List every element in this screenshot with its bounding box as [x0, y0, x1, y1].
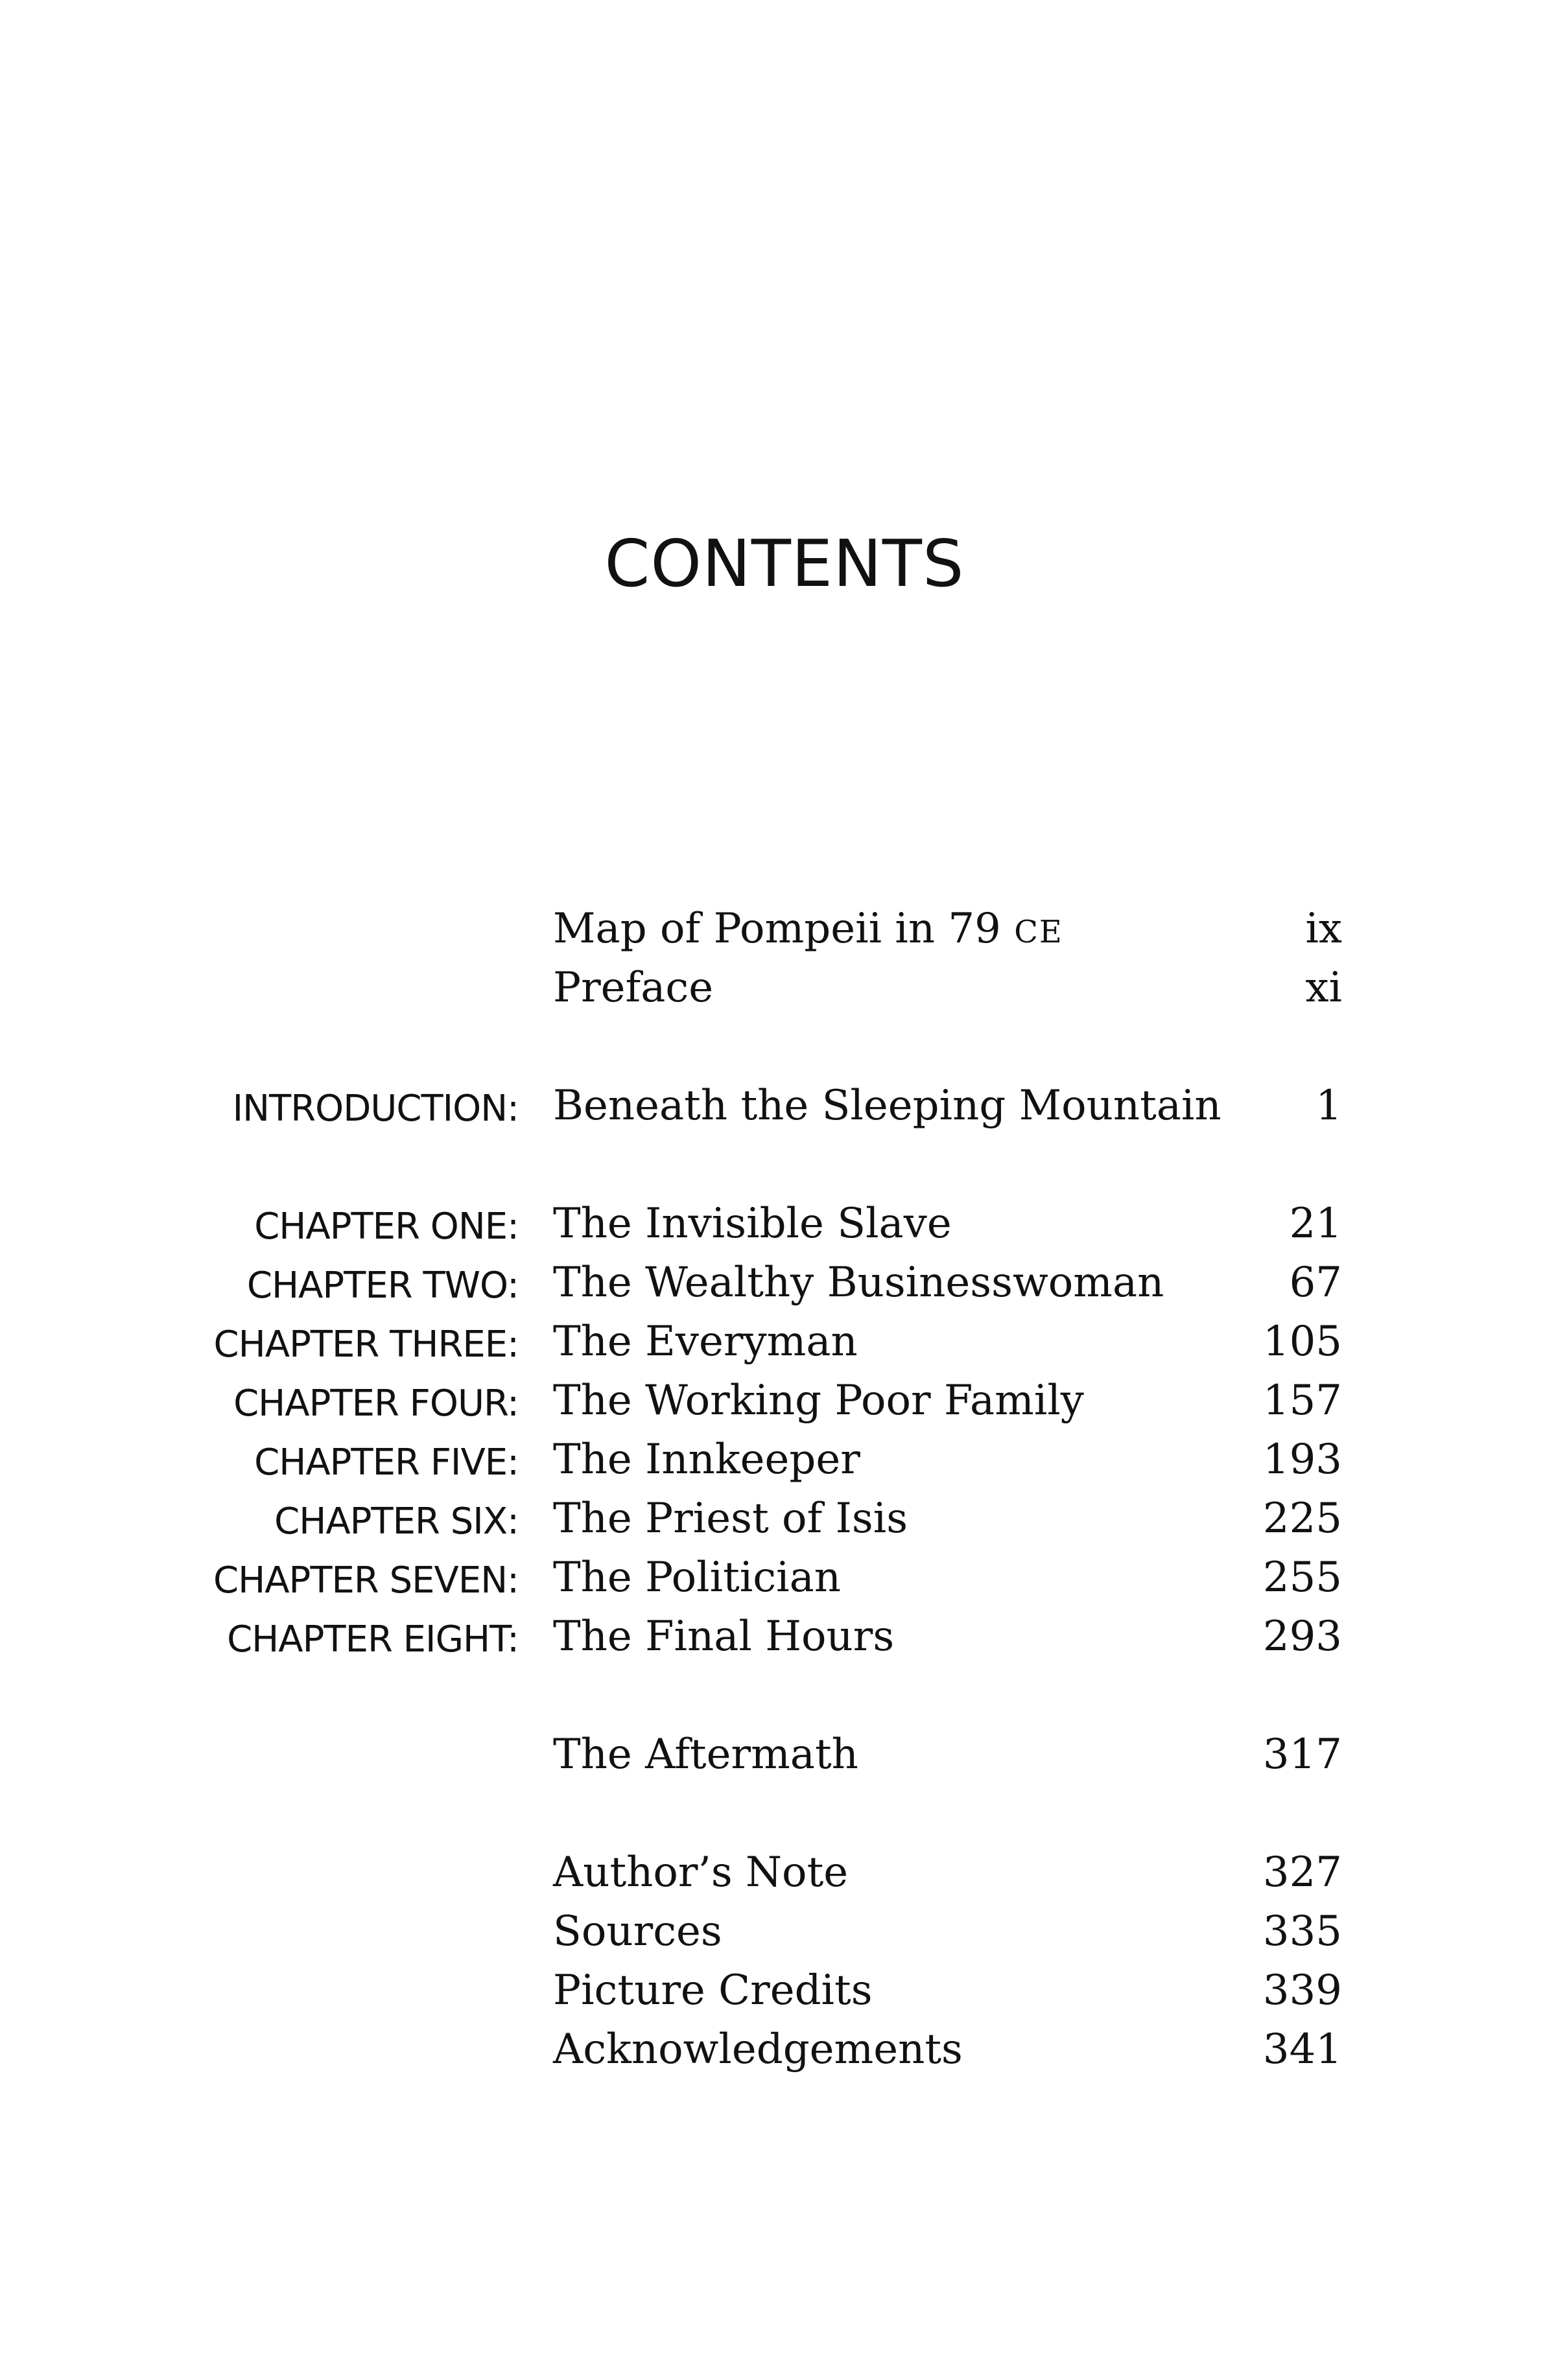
toc-entry-title: The Innkeeper — [553, 1436, 860, 1484]
toc-entry-picture-credits — [0, 1958, 1556, 2023]
toc-entry-page: 1 — [1315, 1082, 1342, 1130]
toc-entry-page: 293 — [1262, 1613, 1342, 1661]
toc-entry-title: Sources — [553, 1908, 722, 1955]
toc-entry-label: CHAPTER SEVEN: — [213, 1559, 519, 1602]
toc-entry-title: The Everyman — [553, 1318, 858, 1366]
toc-entry-page: 105 — [1262, 1318, 1342, 1366]
toc-entry-chapter-seven — [0, 1545, 1556, 1610]
toc-entry-label: CHAPTER ONE: — [254, 1206, 519, 1248]
toc-entry-acknowledgements — [0, 2017, 1556, 2082]
toc-entry-page: 255 — [1262, 1554, 1342, 1602]
toc-entry-page: 327 — [1262, 1849, 1342, 1896]
toc-entry-chapter-four — [0, 1368, 1556, 1433]
toc-entry-chapter-one — [0, 1191, 1556, 1256]
toc-entry-title: The Final Hours — [553, 1613, 895, 1661]
toc-entry-page: 339 — [1262, 1966, 1342, 2014]
toc-entry-page: 317 — [1262, 1731, 1342, 1779]
toc-entry-page: 21 — [1289, 1200, 1342, 1248]
toc-entry-label: CHAPTER TWO: — [246, 1265, 519, 1307]
toc-entry-page: xi — [1305, 964, 1342, 1012]
toc-entry-label: INTRODUCTION: — [232, 1088, 519, 1130]
toc-entry-page: 335 — [1262, 1908, 1342, 1955]
toc-entry-page: 157 — [1262, 1377, 1342, 1425]
toc-entry-title: The Working Poor Family — [553, 1377, 1084, 1425]
era-abbreviation: CE — [1014, 914, 1063, 950]
toc-entry-title: Map of Pompeii in 79 CE — [553, 905, 1063, 953]
toc-entry-sources — [0, 1899, 1556, 1964]
toc-entry-title: The Politician — [553, 1554, 841, 1602]
toc-entry-page: 341 — [1262, 2025, 1342, 2073]
toc-entry-chapter-five — [0, 1427, 1556, 1492]
toc-entry-page: 193 — [1262, 1436, 1342, 1484]
toc-entry-title: Preface — [553, 964, 714, 1012]
toc-entry-title: The Invisible Slave — [553, 1200, 952, 1248]
toc-entry-chapter-three — [0, 1309, 1556, 1374]
toc-entry-introduction — [0, 1073, 1556, 1138]
toc-entry-page: 225 — [1262, 1495, 1342, 1543]
toc-entry-title: The Wealthy Businesswoman — [553, 1259, 1164, 1307]
toc-entry-chapter-six — [0, 1486, 1556, 1551]
toc-entry-title: Beneath the Sleeping Mountain — [553, 1082, 1221, 1130]
toc-entry-aftermath — [0, 1722, 1556, 1787]
toc-entry-title: Author’s Note — [553, 1849, 849, 1896]
toc-entry-chapter-eight — [0, 1604, 1556, 1669]
toc-entry-page: 67 — [1289, 1259, 1342, 1307]
toc-entry-title: Acknowledgements — [553, 2025, 963, 2073]
toc-entry-label: CHAPTER FOUR: — [233, 1382, 519, 1425]
toc-entry-preface — [0, 955, 1556, 1020]
toc-entry-title: The Aftermath — [553, 1731, 858, 1779]
toc-entry-label: CHAPTER FIVE: — [254, 1441, 519, 1484]
toc-entry-title: Picture Credits — [553, 1966, 873, 2014]
toc-entry-label: CHAPTER SIX: — [274, 1500, 519, 1543]
page-title: CONTENTS — [604, 526, 965, 601]
toc-entry-label: CHAPTER THREE: — [213, 1324, 519, 1366]
toc-entry-authors-note — [0, 1840, 1556, 1905]
toc-entry-map — [0, 896, 1556, 961]
toc-entry-chapter-two — [0, 1250, 1556, 1315]
toc-entry-page: ix — [1305, 905, 1342, 953]
toc-entry-label: CHAPTER EIGHT: — [227, 1618, 519, 1661]
toc-entry-title: The Priest of Isis — [553, 1495, 908, 1543]
